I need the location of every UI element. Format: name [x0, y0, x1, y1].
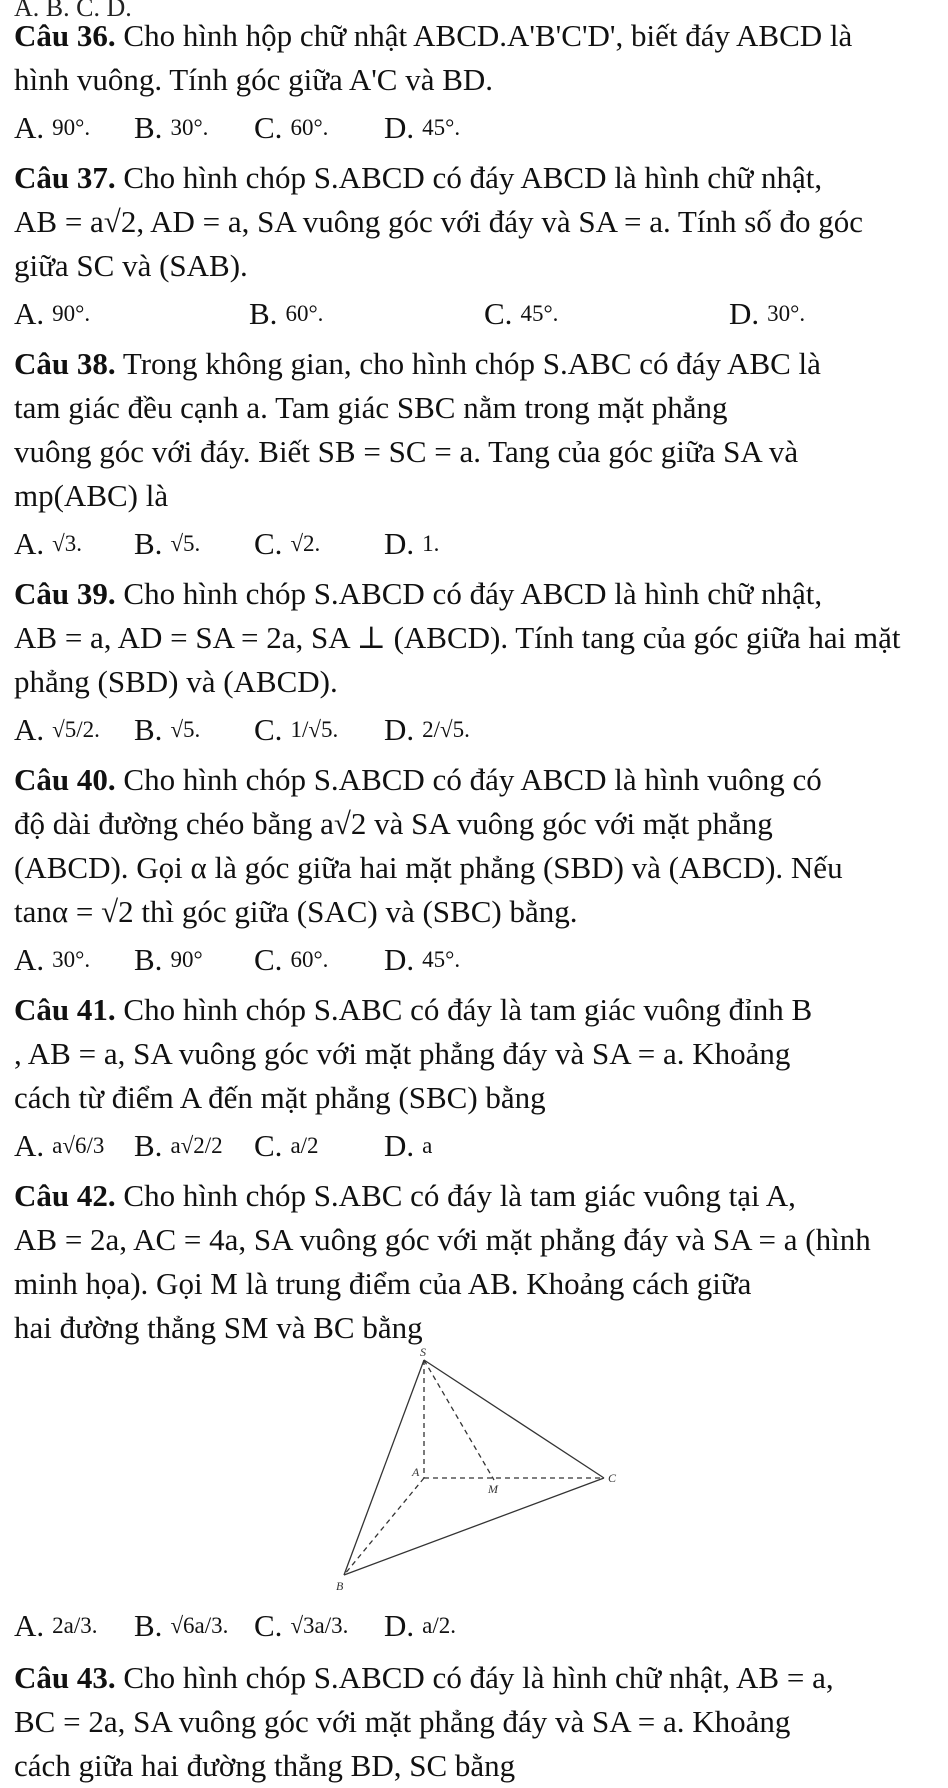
option-value: 60°.: [290, 115, 329, 140]
edge-bc: [344, 1478, 604, 1575]
option-value: 1.: [422, 531, 440, 556]
options-row: [14, 938, 934, 982]
option-value: 90°: [170, 947, 203, 972]
question-line: tam giác đều cạnh a. Tam giác SBC nằm trong mặt phẳng: [14, 390, 728, 425]
option-label: D.: [384, 1608, 415, 1643]
option-d: [384, 1604, 456, 1648]
options-row: [14, 106, 934, 150]
option-value: √2.: [290, 531, 321, 556]
question-39: [14, 572, 934, 752]
option-a: [14, 106, 134, 150]
option-a: [14, 1604, 134, 1648]
option-a: [14, 292, 249, 336]
question-42: [14, 1174, 934, 1648]
option-value: √5.: [170, 531, 201, 556]
question-text: Cho hình chóp S.ABC có đáy là tam giác vuông tại A,: [123, 1178, 796, 1213]
question-line: [14, 572, 934, 616]
options-row: [14, 708, 934, 752]
option-value: a/2.: [422, 1613, 456, 1638]
option-a: [14, 522, 134, 566]
question-head: Câu 42.: [14, 1178, 116, 1213]
option-b: [134, 1604, 254, 1648]
option-label: C.: [254, 712, 283, 747]
label-a: A: [412, 1465, 420, 1479]
question-37: [14, 156, 934, 336]
question-head: Câu 38.: [14, 346, 116, 381]
option-a: [14, 938, 134, 982]
question-36: [14, 14, 934, 150]
option-value: √3a/3.: [290, 1613, 349, 1638]
option-d: [384, 938, 460, 982]
option-label: D.: [384, 1128, 415, 1163]
question-line: [14, 1174, 934, 1218]
option-value: 1/√5.: [290, 717, 339, 742]
question-line: [14, 758, 934, 802]
question-line: hai đường thẳng SM và BC bằng: [14, 1310, 423, 1345]
option-value: 30°.: [52, 947, 91, 972]
question-line: vuông góc với đáy. Biết SB = SC = a. Tang của góc giữa SA và: [14, 434, 799, 469]
options-row: [14, 522, 934, 566]
option-label: D.: [384, 110, 415, 145]
question-line: [14, 14, 934, 58]
option-d: [384, 708, 470, 752]
question-text: Cho hình hộp chữ nhật ABCD.A'B'C'D', biết đáy ABCD là: [123, 18, 853, 53]
option-label: D.: [729, 296, 760, 331]
options-row: [14, 292, 934, 336]
question-text: Cho hình chóp S.ABC có đáy là tam giác vuông đỉnh B: [123, 992, 813, 1027]
question-head: Câu 37.: [14, 160, 116, 195]
option-value: 45°.: [422, 115, 461, 140]
option-label: B.: [134, 712, 163, 747]
question-line: độ dài đường chéo bằng a√2 và SA vuông góc với mặt phẳng: [14, 806, 773, 841]
question-text: Cho hình chóp S.ABCD có đáy là hình chữ nhật, AB = a,: [123, 1660, 834, 1695]
question-line: AB = a√2, AD = a, SA vuông góc với đáy và SA = a. Tính số đo góc: [14, 204, 864, 239]
option-label: A.: [14, 110, 45, 145]
option-label: C.: [254, 526, 283, 561]
question-head: Câu 36.: [14, 18, 116, 53]
option-label: A.: [14, 712, 45, 747]
question-43: [14, 1656, 934, 1788]
question-line: AB = a, AD = SA = 2a, SA ⊥ (ABCD). Tính tang của góc giữa hai mặt: [14, 620, 901, 655]
question-line: BC = 2a, SA vuông góc với mặt phẳng đáy và SA = a. Khoảng: [14, 1704, 791, 1739]
option-c: [254, 522, 384, 566]
option-b: [134, 522, 254, 566]
question-line: phẳng (SBD) và (ABCD).: [14, 664, 338, 699]
label-m: M: [488, 1482, 498, 1496]
option-value: a√2/2: [170, 1133, 223, 1158]
question-head: Câu 43.: [14, 1660, 116, 1695]
option-b: [134, 708, 254, 752]
question-line: cách giữa hai đường thẳng BD, SC bằng: [14, 1748, 516, 1783]
question-41: [14, 988, 934, 1168]
question-line: cách từ điểm A đến mặt phẳng (SBC) bằng: [14, 1080, 546, 1115]
option-c: [254, 708, 384, 752]
option-value: 30°.: [170, 115, 209, 140]
question-line: hình vuông. Tính góc giữa A'C và BD.: [14, 62, 494, 97]
question-text: Cho hình chóp S.ABCD có đáy ABCD là hình chữ nhật,: [123, 576, 823, 611]
option-b: [134, 938, 254, 982]
option-d: [384, 106, 460, 150]
label-s: S: [420, 1345, 426, 1359]
question-line: (ABCD). Gọi α là góc giữa hai mặt phẳng (SBD) và (ABCD). Nếu: [14, 850, 843, 885]
option-a: [14, 708, 134, 752]
option-label: B.: [134, 526, 163, 561]
option-label: B.: [134, 110, 163, 145]
option-label: A.: [14, 296, 45, 331]
option-label: A.: [14, 1608, 45, 1643]
option-label: C.: [484, 296, 513, 331]
option-label: A.: [14, 942, 45, 977]
option-value: √5/2.: [52, 717, 100, 742]
option-value: √5.: [170, 717, 201, 742]
option-label: B.: [134, 1128, 163, 1163]
option-b: [134, 106, 254, 150]
option-label: C.: [254, 1608, 283, 1643]
options-row: [14, 1124, 934, 1168]
option-value: a/2: [290, 1133, 319, 1158]
question-38: [14, 342, 934, 566]
question-40: [14, 758, 934, 982]
question-text: Cho hình chóp S.ABCD có đáy ABCD là hình vuông có: [123, 762, 822, 797]
option-value: 90°.: [52, 301, 91, 326]
option-label: D.: [384, 942, 415, 977]
option-b: [134, 1124, 254, 1168]
option-label: B.: [134, 942, 163, 977]
question-line: [14, 1656, 934, 1700]
option-label: C.: [254, 110, 283, 145]
option-value: 45°.: [520, 301, 559, 326]
option-value: a: [422, 1133, 433, 1158]
question-line: [14, 342, 934, 386]
option-value: a√6/3: [52, 1133, 105, 1158]
option-value: √3.: [52, 531, 83, 556]
option-c: [254, 1604, 384, 1648]
question-line: tanα = √2 thì góc giữa (SAC) và (SBC) bằng.: [14, 894, 578, 929]
option-value: 90°.: [52, 115, 91, 140]
question-line: [14, 156, 934, 200]
label-b: B: [336, 1579, 344, 1593]
edge-sc: [424, 1360, 604, 1478]
option-label: B.: [249, 296, 278, 331]
option-c: [254, 106, 384, 150]
label-c: C: [608, 1471, 617, 1485]
option-label: D.: [384, 712, 415, 747]
option-label: D.: [384, 526, 415, 561]
question-line: AB = 2a, AC = 4a, SA vuông góc với mặt phẳng đáy và SA = a (hình: [14, 1222, 871, 1257]
previous-options-cut: A. B. C. D.: [14, 0, 132, 22]
question-text: Trong không gian, cho hình chóp S.ABC có đáy ABC là: [122, 346, 821, 381]
option-d: [384, 1124, 432, 1168]
option-value: 60°.: [290, 947, 329, 972]
question-line: , AB = a, SA vuông góc với mặt phẳng đáy và SA = a. Khoảng: [14, 1036, 791, 1071]
option-c: [484, 292, 729, 336]
question-line: [14, 988, 934, 1032]
options-row: [14, 1604, 934, 1648]
option-b: [249, 292, 484, 336]
option-label: A.: [14, 1128, 45, 1163]
option-d: [384, 522, 439, 566]
pyramid-diagram: [334, 1345, 694, 1600]
option-value: 2/√5.: [422, 717, 470, 742]
option-value: 2a/3.: [52, 1613, 98, 1638]
question-line: minh họa). Gọi M là trung điểm của AB. Khoảng cách giữa: [14, 1266, 752, 1301]
option-label: B.: [134, 1608, 163, 1643]
option-value: 30°.: [767, 301, 806, 326]
question-line: giữa SC và (SAB).: [14, 248, 248, 283]
option-a: [14, 1124, 134, 1168]
option-value: 60°.: [285, 301, 324, 326]
question-head: Câu 39.: [14, 576, 116, 611]
option-label: A.: [14, 526, 45, 561]
option-value: √6a/3.: [170, 1613, 229, 1638]
option-d: [729, 292, 805, 336]
question-head: Câu 41.: [14, 992, 116, 1027]
option-value: 45°.: [422, 947, 461, 972]
option-label: C.: [254, 942, 283, 977]
option-c: [254, 1124, 384, 1168]
question-text: Cho hình chóp S.ABCD có đáy ABCD là hình chữ nhật,: [123, 160, 823, 195]
pyramid-figure: [14, 1345, 934, 1600]
question-head: Câu 40.: [14, 762, 116, 797]
option-c: [254, 938, 384, 982]
question-line: mp(ABC) là: [14, 478, 169, 513]
edge-sm: [424, 1360, 494, 1480]
option-label: C.: [254, 1128, 283, 1163]
